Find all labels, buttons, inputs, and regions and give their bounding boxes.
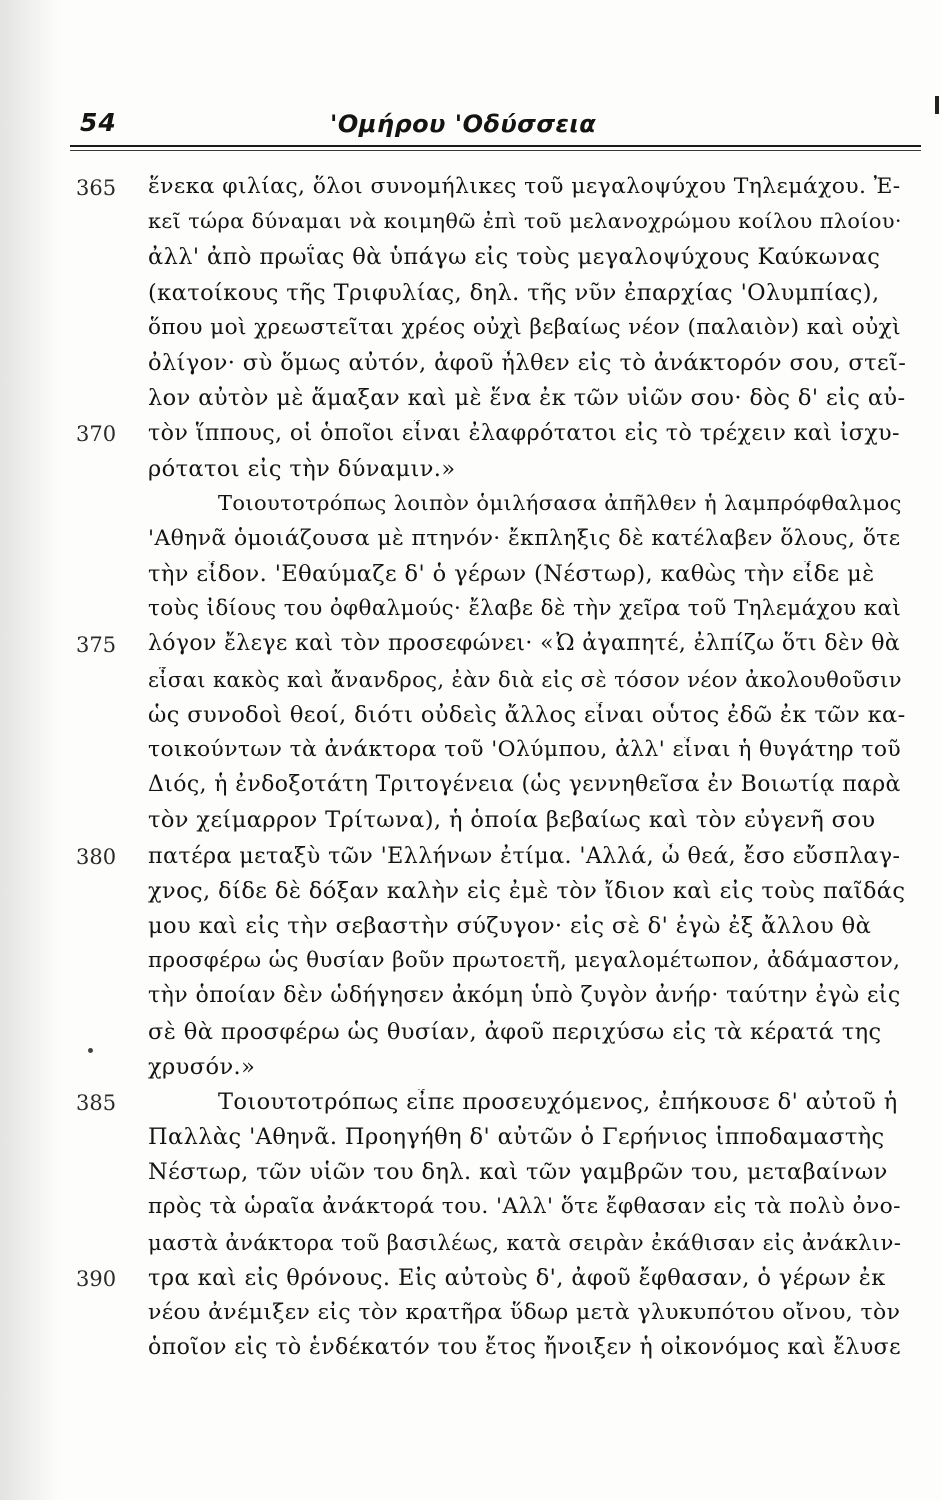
text-line: [0, 205, 941, 240]
header-rule: [70, 145, 921, 147]
text-line: [0, 1085, 941, 1120]
line-text: χρυσόν.»: [148, 1053, 256, 1080]
text-line: [0, 1226, 941, 1261]
line-text: σὲ θὰ προσφέρω ὡς θυσίαν, ἀφοῦ περιχύσω εἰς τὰ κέρατά της: [148, 1018, 882, 1045]
text-line: [0, 768, 941, 803]
line-text: ἕνεκα φιλίας, ὅλοι συνομήλικες τοῦ μεγαλοψύχου Τηλεμάχου. Ἐ-: [148, 174, 901, 199]
text-line: [0, 979, 941, 1014]
text-line: [0, 803, 941, 838]
text-line: [0, 1120, 941, 1155]
text-line: [0, 346, 941, 381]
text-line: [0, 1050, 941, 1085]
text-line: [0, 416, 941, 451]
page-header: [70, 96, 923, 146]
text-line: [0, 1261, 941, 1296]
text-line: [0, 1296, 941, 1331]
text-line: [0, 874, 941, 909]
text-line: [0, 909, 941, 944]
line-text: Τοιουτοτρόπως λοιπὸν ὁμιλήσασα ἀπῆλθεν ἡ λαμπρόφθαλμος: [218, 490, 902, 515]
text-line: [0, 1190, 941, 1225]
line-number: 365: [76, 176, 117, 200]
text-line: [0, 839, 941, 874]
line-text: Παλλὰς 'Αθηνᾶ. Προηγήθη δ' αὐτῶν ὁ Γερήνιος ἱπποδαμαστὴς: [148, 1124, 885, 1151]
line-number: 370: [76, 422, 117, 447]
margin-dot: [88, 1048, 93, 1053]
line-text: ὁποῖον εἰς τὸ ἑνδέκατόν του ἔτος ἤνοιξεν ἡ οἰκονόμος καὶ ἔλυσε: [148, 1335, 901, 1361]
line-text: τὸν ἵππους, οἱ ὁποῖοι εἶναι ἐλαφρότατοι εἰς τὸ τρέχειν καὶ ἰσχυ-: [148, 420, 900, 447]
line-text: Νέστωρ, τῶν υἱῶν του δηλ. καὶ τῶν γαμβρῶν του, μεταβαίνων: [148, 1159, 888, 1186]
text-line: [0, 276, 941, 311]
line-text: (κατοίκους τῆς Τριφυλίας, δηλ. τῆς νῦν ἐπαρχίας 'Ολυμπίας),: [148, 279, 880, 306]
line-text: τὴν ὁποίαν δὲν ὡδήγησεν ἀκόμη ὑπὸ ζυγὸν ἀνήρ· ταύτην ἐγὼ εἰς: [148, 983, 901, 1009]
text-line: [0, 487, 941, 522]
line-text: ὅπου μοὶ χρεωστεῖται χρέος οὐχὶ βεβαίως νέον (παλαιὸν) καὶ οὐχὶ: [148, 314, 901, 340]
text-line: [0, 311, 941, 346]
line-text: ρότατοι εἰς τὴν δύναμιν.»: [148, 455, 456, 482]
text-line: [0, 522, 941, 557]
line-text: προσφέρω ὡς θυσίαν βοῦν πρωτοετῆ, μεγαλομέτωπον, ἀδάμαστον,: [148, 948, 901, 974]
text-line: [0, 592, 941, 627]
text-line: [0, 1015, 941, 1050]
line-text: νέου ἀνέμιξεν εἰς τὸν κρατῆρα ὕδωρ μετὰ γλυκυπότου οἴνου, τὸν: [148, 1300, 901, 1325]
line-number: 375: [76, 633, 117, 658]
line-text: Διός, ἡ ἐνδοξοτάτη Τριτογένεια (ὡς γεννηθεῖσα ἐν Βοιωτίᾳ παρὰ: [148, 772, 901, 798]
line-text: ὀλίγον· σὺ ὅμως αὐτόν, ἀφοῦ ἦλθεν εἰς τὸ ἀνάκτορόν σου, στεῖ-: [148, 349, 907, 376]
line-text: 'Αθηνᾶ ὁμοιάζουσα μὲ πτηνόν· ἔκπληξις δὲ κατέλαβεν ὅλους, ὅτε: [148, 525, 901, 551]
text-line: [0, 944, 941, 979]
line-text: τρα καὶ εἰς θρόνους. Εἰς αὐτοὺς δ', ἀφοῦ ἔφθασαν, ὁ γέρων ἐκ: [148, 1264, 886, 1291]
line-text: μαστὰ ἀνάκτορα τοῦ βασιλέως, κατὰ σειρὰν ἐκάθισαν εἰς ἀνάκλιν-: [148, 1229, 902, 1255]
line-text: χνος, δίδε δὲ δόξαν καλὴν εἰς ἐμὲ τὸν ἴδιον καὶ εἰς τοὺς παῖδάς: [148, 877, 906, 904]
verse-text-block: [0, 170, 941, 1366]
edge-mark: [935, 96, 939, 114]
text-line: [0, 381, 941, 416]
running-title: 'Ομήρου 'Οδύσσεια: [330, 110, 597, 138]
line-text: Τοιουτοτρόπως εἶπε προσευχόμενος, ἐπήκουσε δ' αὐτοῦ ἡ: [218, 1088, 898, 1115]
line-text: πατέρα μεταξὺ τῶν 'Ελλήνων ἐτίμα. 'Αλλά, ὦ θεά, ἔσο εὔσπλαγ-: [148, 842, 901, 869]
line-text: τὸν χείμαρρον Τρίτωνα), ἡ ὁποία βεβαίως καὶ τὸν εὐγενῆ σου: [148, 807, 876, 834]
text-line: [0, 452, 941, 487]
text-line: [0, 663, 941, 698]
line-text: εἶσαι κακὸς καὶ ἄνανδρος, ἐὰν διὰ εἰς σὲ τόσον νέον ἀκολουθοῦσιν: [148, 666, 902, 692]
text-line: [0, 627, 941, 662]
header-rule-thin: [70, 150, 921, 151]
line-number: 380: [76, 844, 117, 869]
text-line: [0, 557, 941, 592]
line-number: 385: [76, 1090, 117, 1115]
line-text: λόγον ἔλεγε καὶ τὸν προσεφώνει· «Ὦ ἀγαπητέ, ἐλπίζω ὅτι δὲν θὰ: [148, 631, 901, 657]
line-text: ἀλλ' ἀπὸ πρωΐας θὰ ὑπάγω εἰς τοὺς μεγαλοψύχους Καύκωνας: [148, 244, 881, 271]
line-text: τὴν εἶδον. 'Εθαύμαζε δ' ὁ γέρων (Νέστωρ), καθὼς τὴν εἶδε μὲ: [148, 561, 875, 588]
line-text: κεῖ τώρα δύναμαι νὰ κοιμηθῶ ἐπὶ τοῦ μελανοχρώμου κοίλου πλοίου·: [148, 209, 902, 234]
line-number: 390: [76, 1266, 117, 1291]
text-line: [0, 170, 941, 205]
line-text: τοὺς ἰδίους του ὀφθαλμούς· ἔλαβε δὲ τὴν χεῖρα τοῦ Τηλεμάχου καὶ: [148, 596, 902, 622]
text-line: [0, 240, 941, 275]
text-line: [0, 1331, 941, 1366]
line-text: ὡς συνοδοὶ θεοί, διότι οὐδεὶς ἄλλος εἶναι οὗτος ἐδῶ ἐκ τῶν κα-: [148, 701, 906, 728]
line-text: μου καὶ εἰς τὴν σεβαστὴν σύζυγον· εἰς σὲ δ' ἐγὼ ἐξ ἄλλου θὰ: [148, 912, 872, 939]
line-text: λον αὐτὸν μὲ ἅμαξαν καὶ μὲ ἕνα ἐκ τῶν υἱῶν σου· δὸς δ' εἰς αὐ-: [148, 385, 906, 412]
line-text: τοικούντων τὰ ἀνάκτορα τοῦ 'Ολύμπου, ἀλλ' εἶναι ἡ θυγάτηρ τοῦ: [148, 737, 902, 762]
text-line: [0, 1155, 941, 1190]
text-line: [0, 733, 941, 768]
page-number: 54: [80, 108, 117, 137]
line-text: πρὸς τὰ ὡραῖα ἀνάκτορά του. 'Αλλ' ὅτε ἔφθασαν εἰς τὰ πολὺ ὀνο-: [148, 1194, 901, 1220]
text-line: [0, 698, 941, 733]
